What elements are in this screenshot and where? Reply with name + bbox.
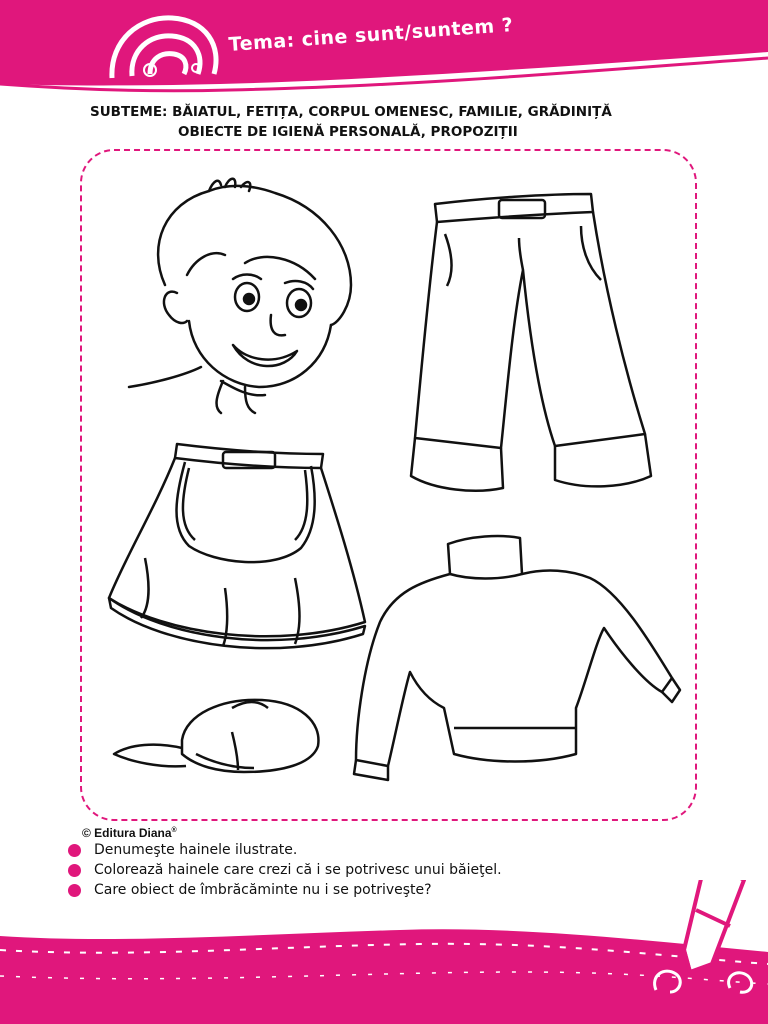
- task-text: Denumeşte hainele ilustrate.: [94, 842, 298, 858]
- subthemes-line-2: OBIECTE DE IGIENĂ PERSONALĂ, PROPOZIȚII: [178, 124, 518, 140]
- task-item-2: [68, 862, 502, 878]
- boy-portrait-illustration: [125, 175, 365, 419]
- task-text: Care obiect de îmbrăcăminte nu i se potriveşte?: [94, 882, 432, 898]
- cap-illustration: [112, 692, 327, 786]
- bullet-dot-icon: [68, 864, 81, 877]
- trousers-illustration: [405, 190, 665, 509]
- page-title: Tema: cine sunt/suntem ?: [228, 14, 514, 56]
- footer-band: [0, 880, 768, 1024]
- subthemes-line-1: SUBTEME: BĂIATUL, FETIȚA, CORPUL OMENESC, FAMILIE, GRĂDINIȚĂ: [90, 104, 612, 120]
- publisher-name: © Editura Diana: [82, 826, 172, 840]
- registered-mark: ®: [171, 827, 177, 834]
- bullet-dot-icon: [68, 844, 81, 857]
- sweater-illustration: [350, 532, 680, 786]
- skirt-illustration: [105, 438, 370, 662]
- task-item-1: [68, 842, 297, 858]
- task-text: Colorează hainele care crezi că i se potrivesc unui băieţel.: [94, 862, 502, 878]
- header-band: [0, 0, 768, 110]
- publisher-credit: [82, 826, 177, 840]
